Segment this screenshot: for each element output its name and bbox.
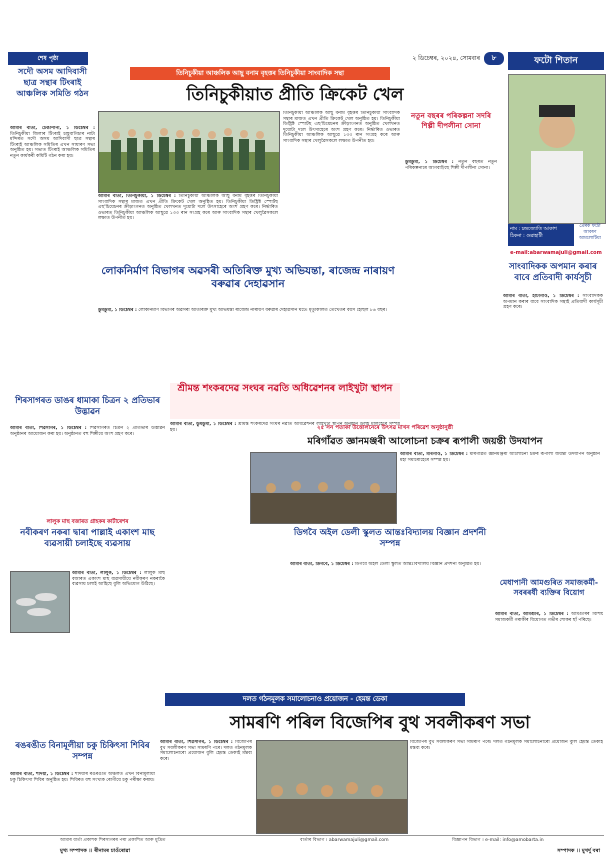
lokroman-text: লোকনিৰ্মাণ বিভাগৰ অৱসৰী অতিৰিক্ত মুখ্য অভিযন্তা ৰাজেন্দ্ৰ নাৰায়ণ বৰুৱাৰ দেহাৱসান ঘটে। মৃত্যুকালত তেখেতৰ বয়স হৈছিল ৮৬ বছৰ। — [138, 308, 387, 313]
lead-text: তিনিচুকীয়া আঞ্চলিক আছু বনাম বৃহত্তৰ তিনিচুকীয়া সাংবাদিক সন্থাৰ মাজত এখন প্ৰীতি ক্ৰিকেট খেল অনুষ্ঠিত হয়। তিনিচুকীয়া ডিষ্ট্ৰিক্ট স্পোৰ্টছ এছ'চিয়েচনৰ ক্ৰীড়াংগনত অনুষ্ঠিত খেলখনত দুয়োটা দলে উৎসাহেৰে অংশ গ্ৰহণ কৰে। নিৰ্দ্ধাৰিত ওভাৰত তিনিচুকীয়া আঞ্চলিক আছুৱে ১৩৩ ৰান সংগ্ৰহ কৰে আৰু সাংবাদিক সন্থাৰ খেলুৱৈসকলে লক্ষ্যত উপনীত হয়। — [98, 194, 278, 222]
young-artist-dateline: ডুমডুমা, ১ ডিচেম্বৰ : — [405, 160, 454, 165]
eye-camp-dateline: আমাৰ বাৰ্তা, শদিয়া, ১ ডিচেম্বৰ : — [10, 772, 74, 777]
bottom-headline: সামৰণি পৰিল বিজেপিৰ বুথ সবলীকৰণ সভা — [229, 713, 531, 733]
bottom-text: বিজেপিৰ বুথ সবলীকৰণ সভা সামৰণি পৰে। দলত গঠনমূলক সমালোচনাৰো প্ৰয়োজন বুলি হেমন্ত ডেকাই মন্তব্য কৰে। — [160, 740, 252, 762]
photo-caption-box — [508, 224, 574, 246]
shiksha-headline: শিৰসাগৰত ডাঙৰ ধামাকা চিত্ৰন ২ প্ৰতিভাৰ উদ্ভাৱন — [15, 395, 160, 416]
journalist-text: সাংবাদিকক অপমান কৰাৰ বাবে সাংবাদিক সন্থাই প্ৰতিবাদী কাৰ্যসূচী গ্ৰহণ কৰে। — [503, 294, 603, 311]
photo-tag2: আমলোটিয়া — [579, 236, 601, 241]
footer-email-line2: বিজ্ঞাপন বিভাগ । e-mail: info@amobarta.in — [452, 838, 544, 843]
digboi-headline: ডিগবৈ অইল ডেলী স্কুলত আন্তঃবিদ্যালয় বিজ্ঞান প্ৰদৰ্শনী সম্পন্ন — [293, 528, 487, 549]
lokroman-headline: লোকনিৰ্মাণ বিভাগৰ অৱসৰী অতিৰিক্ত মুখ্য অভিযন্তা, ৰাজেন্দ্ৰ নাৰায়ণ বৰুৱাৰ দেহাৱসান — [101, 265, 395, 290]
digboi-text: ডিগবৈ অইল ডেলী স্কুলত আন্তঃবিদ্যালয় বিজ্ঞান প্ৰদৰ্শনী অনুষ্ঠিত হয়। — [354, 562, 481, 567]
footer-line1: আমাৰ বাৰ্তা প্ৰকাশক শিৰসাগৰৰ পৰা প্ৰকাশিত আৰু মুদ্ৰিত — [60, 838, 166, 843]
lead-story-body-right — [283, 111, 400, 261]
eye-camp-body — [10, 772, 155, 832]
bottom-banner: দলত গঠনমূলক সমালোচনাও প্ৰয়োজন - হেমন্ত ডেকা — [165, 693, 465, 706]
vision-dateline: আমাৰ বাৰ্তা, আমগুৰি, ১ ডিচেম্বৰ : — [495, 612, 569, 617]
lead-dateline: আমাৰ বাৰ্তা, তিনিচুকীয়া, ১ ডিচেম্বৰ : — [98, 194, 176, 199]
footer-line2: মুখ্য সম্পাদক ।। ৰীনামৰ চাওঁৰোৱা — [60, 848, 131, 854]
left-story1-headline: সদৌ অসম আদিবাসী ছাত্ৰ সন্থাৰ টিংৰাই আঞ্চলিক সমিতি গঠন — [16, 66, 89, 98]
footer-email-line: বাৰ্তাৰ বিভাগ । abarwamajuli@gmail.com — [300, 838, 389, 843]
journalist-dateline: আমাৰ বাৰ্তা, হাটীগাঁও, ১ ডিচেম্বৰ : — [503, 294, 580, 299]
date-line: ২ ডিচেম্বৰ, ২০২৪, সোমবাৰ — [412, 55, 480, 62]
lokroman-body — [98, 308, 398, 378]
photo-tag — [576, 224, 604, 246]
eye-camp-headline: ৰঙৰঙীত বিনামূলীয়া চকু চিকিৎসা শিবিৰ সম্পন্ন — [15, 740, 150, 761]
lalluk-text: লালুক মাছ বজাৰত একাংশ মাছ ব্যৱসায়ীয়ে নবীকৰণ নকৰাকৈ ব্যৱসায় চলাই আহিছে বুলি অভিযোগ উঠিছে। — [72, 571, 165, 588]
journalist-body — [503, 294, 603, 422]
jayanti-text: মৰিগাঁৱত জ্ঞানমঞ্জৰী আলোচনা চক্ৰৰ ৰূপালী জয়ন্তী উদযাপন অনুষ্ঠান মহা সমাৰোহেৰে সম্পন্ন হয়। — [400, 452, 600, 463]
left-story1-text: তিনিচুকীয়া জিলাৰ টিংৰাই চাহবাগিচাৰ নাট্য মন্দিৰত সদৌ অসম আদিবাসী ছাত্ৰ সন্থাৰ টিংৰাই আঞ্চলিক সমিতিৰ এখন সাধাৰণ সভা অনুষ্ঠিত হয়। সভাত টিংৰাই আঞ্চলিক সমিতিৰ নতুন কাৰ্যকৰী কমিটি গঠন কৰা হয়। — [10, 131, 95, 159]
photo-name: নাম : চন্দ্ৰজ্যোতি আকাশ — [510, 227, 557, 232]
digboi-dateline: আমাৰ বাৰ্তা, ডিগবৈ, ১ ডিচেম্বৰ : — [290, 562, 354, 567]
shankar-headline: শ্ৰীমন্ত শংকৰদেৱ সংঘৰ নৱতি অধিৱেশনৰ লাইখুটা স্থাপন — [170, 383, 400, 419]
jayanti-kicker: ২৫ সন পতাকা উত্তোলনেৰে উৎসৱ মাখন পৰিৱেশ অনুষ্ঠানুষ্ঠী — [317, 425, 453, 431]
left-story1-dateline: আমাৰ বাৰ্তা, টেঙাপানী, ১ ডিচেম্বৰ : — [10, 126, 95, 131]
journalist-headline: সাংবাদিকক অপমান কৰাৰ বাবে প্ৰতিবাদী কাৰ্যসূচী — [509, 262, 597, 283]
lalluk-dateline: আমাৰ বাৰ্তা, লালুক, ১ ডিচেম্বৰ : — [72, 571, 142, 576]
young-artist-headline: নতুন বছৰৰ পৰিকল্পনা সদৰি শিল্পী দীপলীনা সোনা — [410, 111, 492, 130]
lalluk-headline: নবীকৰণ নকৰা দ্বাৰা পাল্লাই একাংশ মাছ ব্যৱসায়ী চলাইছে ব্যৱসায় — [20, 528, 155, 549]
eye-camp-text: শদিয়াৰ ৰঙৰঙীত অঞ্চলত এখন বিনামূলীয়া চকু চিকিৎসা শিবিৰ অনুষ্ঠিত হয়। শিবিৰত বহু সংখ্যক ৰোগীয়ে চকু পৰীক্ষা কৰায়। — [10, 772, 155, 783]
vision-body — [495, 612, 603, 690]
jayanti-dateline: আমাৰ বাৰ্তা, মৰিগাঁও, ১ ডিচেম্বৰ : — [400, 452, 468, 457]
lalluk-body — [72, 571, 165, 691]
vision-headline: মেধাপানী আমগুৰিত সমাজকৰ্মী- সবৰৰৰ্ষী ব্যক্তিৰ বিয়োগ — [499, 578, 599, 597]
young-artist-body — [405, 160, 497, 422]
shiksha-text: শিৱসাগৰত চিত্ৰন ২ প্ৰতিভাৰ উদ্ভাৱন অনুষ্ঠানৰ আয়োজন কৰা হয়। অনুষ্ঠানত বহু শিল্পীয়ে অংশ গ্ৰহণ কৰে। — [10, 426, 165, 437]
bottom-dateline: আমাৰ বাৰ্তা, শিৱসাগৰ, ১ ডিচেম্বৰ : — [160, 740, 233, 745]
portrait-illustration — [509, 75, 605, 223]
bottom-body-right — [410, 740, 603, 832]
page-number: ৮ — [484, 52, 504, 65]
shiksha-dateline: আমাৰ বাৰ্তা, শিৱসাগৰ, ১ ডিচেম্বৰ : — [10, 426, 87, 431]
email-line[interactable]: e-mail:abarwamajuli@gmail.com — [510, 250, 602, 256]
photo-tag1: প্ৰেৰক ফটো আবৰণ — [579, 224, 601, 235]
photo-section-header: ফটো শিতান — [508, 52, 604, 70]
shankar-text: শ্ৰীমন্ত শংকৰদেৱ সংঘৰ নৱতি অধিৱেশনৰ লাইখুটা স্থাপন অনুষ্ঠান উলহ মালহেৰে সম্পন্ন হয়। — [170, 422, 400, 433]
lokroman-dateline: ডুমডুমা, ১ ডিচেম্বৰ : — [98, 308, 137, 313]
footer-line3: সম্পাদক ।। মুখৰ্দু বৰা — [557, 848, 600, 854]
fish-illustration — [11, 572, 69, 632]
bjp-meeting-photo — [256, 740, 408, 834]
footer-divider — [8, 835, 604, 836]
shiksha-body — [10, 426, 165, 514]
lead-text-continued: তিনিচুকীয়া আঞ্চলিক আছু বনাম বৃহত্তৰ তিনিচুকীয়া সাংবাদিক সন্থাৰ মাজত এখন প্ৰীতি ক্ৰিকেট খেল অনুষ্ঠিত হয়। তিনিচুকীয়া ডিষ্ট্ৰিক্ট স্পোৰ্টছ এছ'চিয়েচনৰ ক্ৰীড়াংগনত অনুষ্ঠিত খেলখনত দুয়োটা দলে উৎসাহেৰে অংশ গ্ৰহণ কৰে। নিৰ্দ্ধাৰিত ওভাৰত তিনিচুকীয়া আঞ্চলিক আছুৱে ১৩৩ ৰান সংগ্ৰহ কৰে আৰু সাংবাদিক সন্থাৰ খেলুৱৈসকলে লক্ষ্যত উপনীত হয়। — [283, 111, 400, 144]
cricket-team-illustration — [99, 112, 279, 192]
lead-story-body-left — [98, 194, 278, 262]
shankar-dateline: আমাৰ বাৰ্তা, ডুমডুমা, ১ ডিচেম্বৰ : — [170, 422, 237, 427]
jayanti-illustration — [251, 453, 396, 523]
portrait-photo — [508, 74, 606, 224]
top-banner: তিনিচুকীয়া আঞ্চলিক আছু বনাম বৃহত্তৰ তিনিচুকীয়া সাংবাদিক সন্থা — [130, 67, 390, 80]
bottom-text-continued: বিজেপিৰ বুথ সবলীকৰণ সভা সামৰণি পৰে। দলত গঠনমূলক সমালোচনাৰো প্ৰয়োজন বুলি হেমন্ত ডেকাই মন্তব্য কৰে। — [410, 740, 603, 751]
cricket-team-photo — [98, 111, 280, 193]
meeting-illustration — [257, 741, 407, 833]
young-artist-text: নতুন বছৰত নতুন পৰিকল্পনাৰে আগবাঢ়িছে শিল্পী দীপলীনা সোনা। — [405, 160, 497, 171]
photo-address: ঠিকনা : গুৱাহাটী — [510, 234, 543, 239]
jayanti-photo — [250, 452, 397, 524]
left-story1-body — [10, 126, 95, 391]
jayanti-headline: মৰিগাঁৱত জ্ঞানমঞ্জৰী আলোচনা চক্ৰৰ ৰূপালী জয়ন্তী উদযাপন — [307, 436, 543, 447]
lalluk-kicker: লালুক মাছ বজাৰত গ্ৰাহকৰ কাৰ্টাৰেশৰ — [46, 519, 129, 525]
section-label: শেষ পৃষ্ঠা — [8, 52, 88, 65]
fish-market-photo — [10, 571, 70, 633]
vision-text: আমগুৰিৰ বিশিষ্ট সমাজকৰ্মী গৰাকীৰ বিয়োগত গভীৰ শোকৰ ছাঁ পৰিছে। — [495, 612, 603, 623]
digboi-body — [290, 562, 490, 662]
lead-headline: তিনিচুকীয়াত প্ৰীতি ক্ৰিকেট খেল — [186, 85, 404, 105]
bottom-body — [160, 740, 252, 832]
